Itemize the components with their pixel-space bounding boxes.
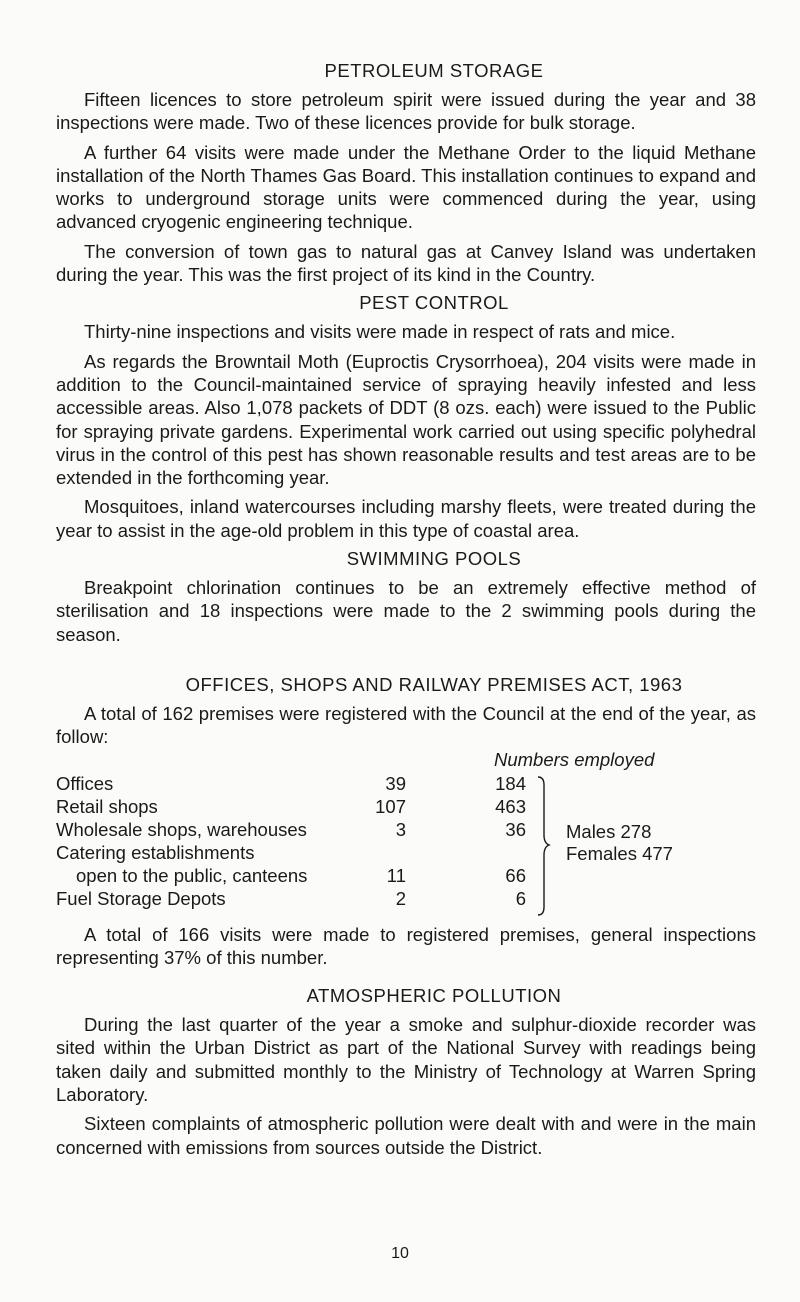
row-label: open to the public, canteens <box>76 864 308 886</box>
page-number: 10 <box>391 1245 409 1262</box>
heading-atmospheric-pollution: ATMOSPHERIC POLLUTION <box>306 985 562 1007</box>
table-row <box>56 888 526 912</box>
paragraph: A total of 166 visits were made to registered premises, general inspections representing 37% of this number. <box>56 923 756 968</box>
table-row <box>56 796 526 820</box>
row-label: Offices <box>56 772 114 794</box>
paragraph: Sixteen complaints of atmospheric pollution were dealt with and were in the main concerned with emissions from sources outside the District. <box>56 1113 756 1158</box>
paragraph: A total of 162 premises were registered with the Council at the end of the year, as follow: <box>56 702 756 748</box>
table-row <box>56 842 526 866</box>
row-label: Wholesale shops, warehouses <box>56 818 307 840</box>
paragraph: A further 64 visits were made under the Methane Order to the liquid Methane installation of the North Thames Gas Board. This installation continues to expand and works to underground storage units were commenced during the year, using advanced cryogenic engineering technique. <box>56 141 756 233</box>
row-employed: 36 <box>505 818 526 840</box>
table-row <box>56 773 526 797</box>
paragraph: As regards the Browntail Moth (Euproctis Crysorrhoea), 204 visits were made in addition to the Council-maintained service of spraying heavily infested and less accessible areas. Also 1,078 packets of DDT (8 ozs. each) were issued to the Public for spraying private gardens. Experimental work carried out using specific polyhedral virus in the control of this pest has shown reasonable results and test areas are to be extended in the forthcoming year. <box>56 350 756 489</box>
row-count: 11 <box>386 864 406 886</box>
row-count: 39 <box>385 772 406 794</box>
premises-table <box>56 749 756 999</box>
row-count: 2 <box>395 887 406 909</box>
paragraph: During the last quarter of the year a smoke and sulphur-dioxide recorder was sited within the Urban District as part of the National Survey with readings being taken daily and submitted monthly to the Ministry of Technology at Warren Spring Laboratory. <box>56 1014 756 1106</box>
heading-swimming-pools: SWIMMING POOLS <box>346 548 522 570</box>
row-label: Fuel Storage Depots <box>56 887 226 909</box>
heading-petroleum-storage: PETROLEUM STORAGE <box>324 60 544 81</box>
row-employed: 184 <box>495 772 526 794</box>
row-count: 107 <box>375 795 406 817</box>
column-header-numbers-employed: Numbers employed <box>494 748 655 770</box>
table-row <box>56 865 526 889</box>
row-label: Catering establishments <box>56 841 255 863</box>
paragraph: Breakpoint chlorination continues to be an extremely effective method of sterilisation and 18 inspections were made to the 2 swimming pools during the season. <box>56 577 756 645</box>
table-row <box>56 819 526 843</box>
row-employed: 463 <box>495 795 526 817</box>
females-total: Females 477 <box>566 842 673 864</box>
heading-pest-control: PEST CONTROL <box>359 292 509 314</box>
page-content <box>56 58 756 1159</box>
heading-offices-act: OFFICES, SHOPS AND RAILWAY PREMISES ACT, 1963 <box>185 673 683 695</box>
paragraph: Thirty-nine inspections and visits were made in respect of rats and mice. <box>84 321 676 343</box>
row-employed: 6 <box>515 887 526 909</box>
paragraph: Mosquitoes, inland watercourses including marshy fleets, were treated during the year to assist in the age-old problem in this type of coastal area. <box>56 496 756 541</box>
paragraph: The conversion of town gas to natural gas at Canvey Island was undertaken during the year. This was the first project of its kind in the Country. <box>56 240 756 286</box>
row-employed: 66 <box>505 864 526 886</box>
paragraph: Fifteen licences to store petroleum spirit were issued during the year and 38 inspections were made. Two of these licences provide for bulk storage. <box>56 89 756 134</box>
row-count: 3 <box>395 818 406 840</box>
curly-brace-icon <box>536 773 552 919</box>
row-label: Retail shops <box>56 795 158 817</box>
males-total: Males 278 <box>566 820 652 842</box>
